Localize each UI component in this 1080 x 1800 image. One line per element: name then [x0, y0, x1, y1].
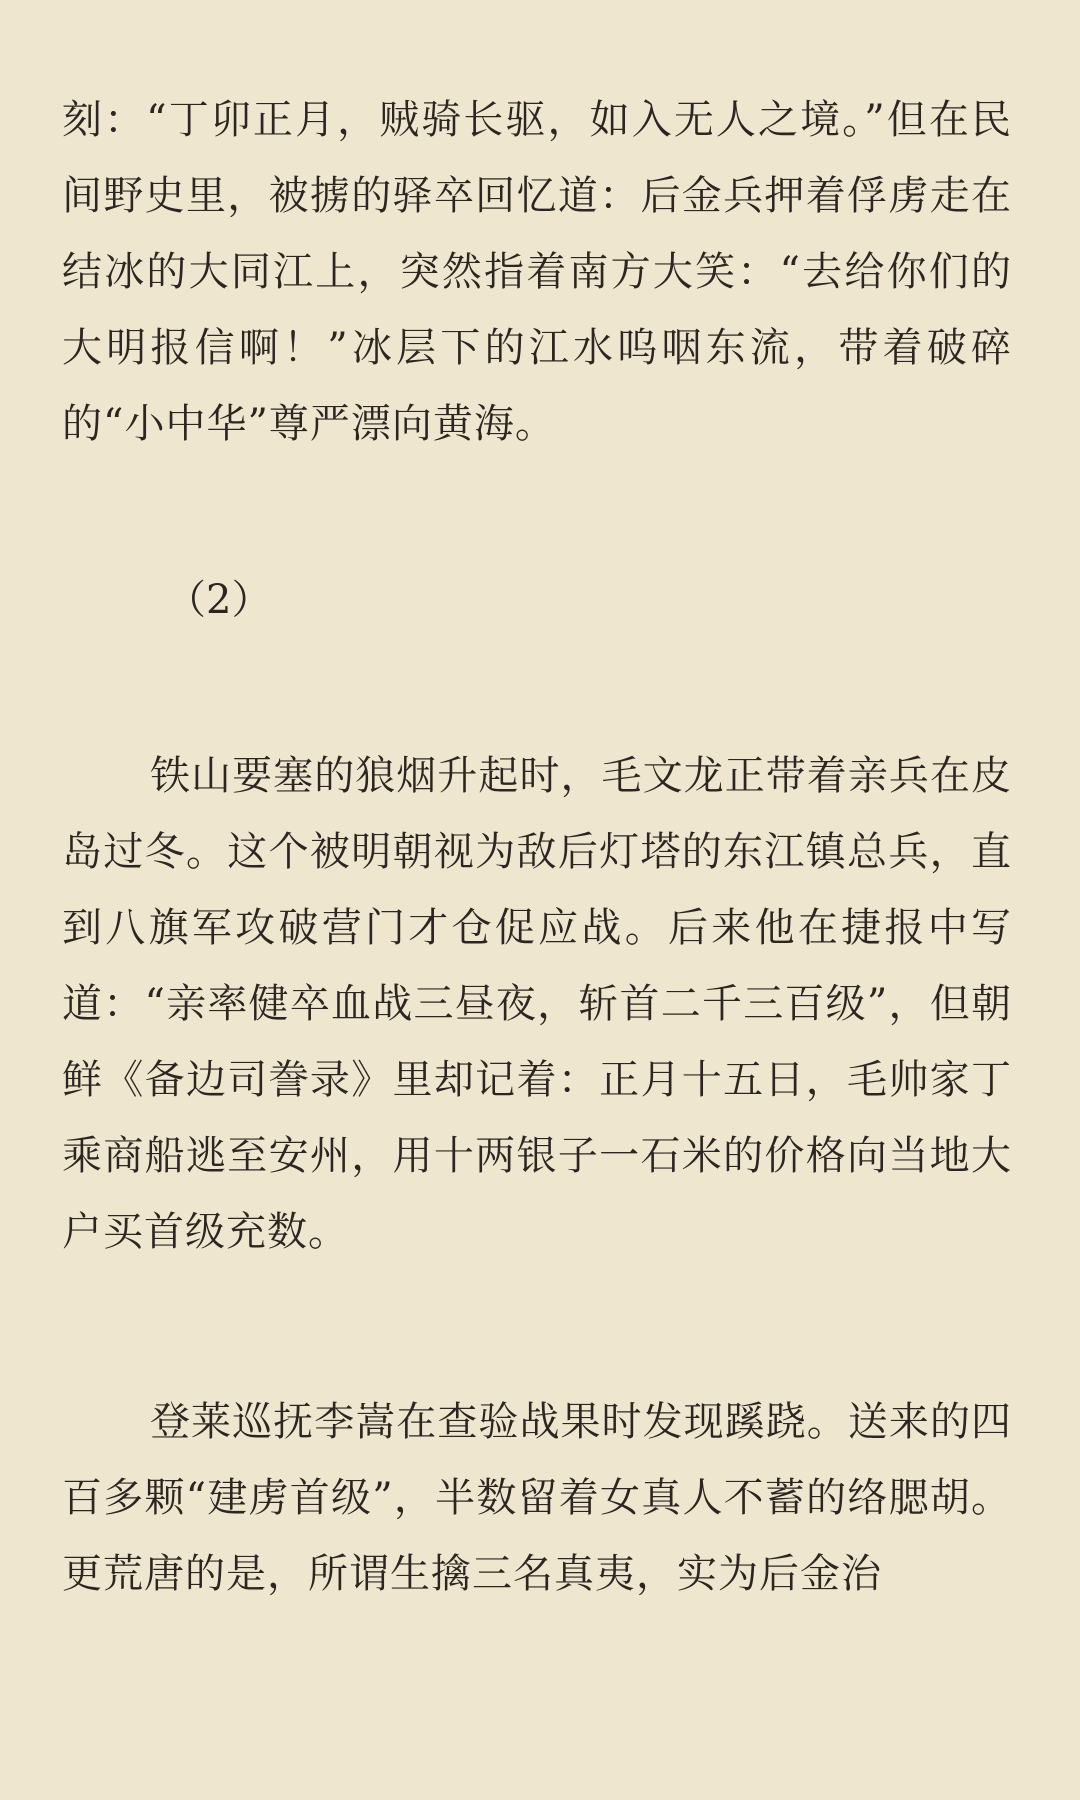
section-number: （2）	[166, 577, 272, 623]
paragraph-li-song: 登莱巡抚李嵩在查验战果时发现蹊跷。送来的四百多颗“建虏首级”，半数留着女真人不蓄的络腮胡。更荒唐的是，所谓生擒三名真夷，实为后金治	[62, 1399, 1012, 1597]
paragraph-mao-wenlong: 铁山要塞的狼烟升起时，毛文龙正带着亲兵在皮岛过冬。这个被明朝视为敌后灯塔的东江镇总兵，直到八旗军攻破营门才仓促应战。后来他在捷报中写道：“亲率健卒血战三昼夜，斩首二千三百级”，但朝鲜《备边司誊录》里却记着：正月十五日，毛帅家丁乘商船逃至安州，用十两银子一石米的价格向当地大户买首级充数。	[62, 753, 1012, 1255]
paragraph-continuation: 刻：“丁卯正月，贼骑长驱，如入无人之境。”但在民间野史里，被掳的驿卒回忆道：后金兵押着俘虏走在结冰的大同江上，突然指着南方大笑：“去给你们的大明报信啊！”冰层下的江水呜咽东流，带着破碎的“小中华”尊严漂向黄海。	[62, 97, 1012, 447]
